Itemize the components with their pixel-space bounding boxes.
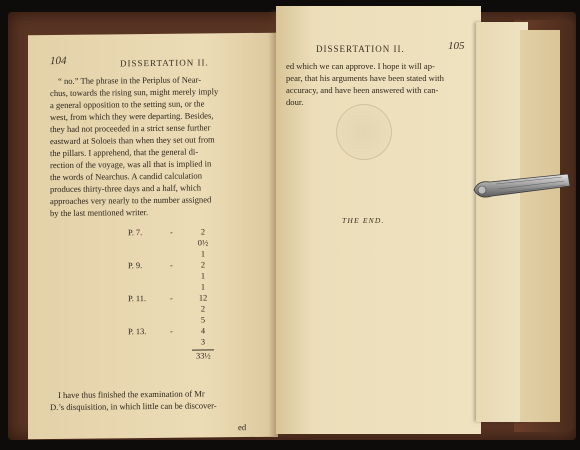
table-value: 12	[198, 293, 208, 303]
table-value: 1	[200, 282, 206, 292]
text-line: I have thus finished the examination of Mr	[58, 388, 205, 400]
table-value: 2	[200, 304, 206, 314]
text-line: dour.	[286, 97, 304, 107]
text-line: accuracy, and have been answered with can-	[286, 85, 439, 95]
blind-stamp	[336, 104, 392, 160]
catchword: ed	[238, 422, 247, 433]
table-page-label: P. 7.	[128, 228, 143, 238]
table-sum-rule	[192, 349, 214, 350]
text-line: eastward at Soloeis than when they set out from	[50, 134, 215, 147]
text-line: by the last mentioned writer.	[50, 207, 149, 219]
table-value: 4	[200, 326, 206, 336]
metal-clip-icon	[472, 172, 572, 202]
table-dash: -	[170, 293, 173, 303]
text-line: rection of the voyage, was all that is implied in	[50, 158, 212, 171]
text-line: approaches very nearly to the number assigned	[50, 194, 212, 207]
text-line: produces thirty-three days and a half, which	[50, 182, 202, 195]
table-value: 5	[200, 315, 206, 325]
text-line: the words of Nearchus. A candid calculation	[50, 170, 203, 183]
text-line: a general opposition to the setting sun, or the	[50, 98, 205, 111]
right-page	[276, 6, 481, 434]
table-page-label: P. 11.	[128, 294, 147, 304]
the-end-text: THE END.	[342, 216, 385, 225]
left-page-number: 104	[50, 54, 67, 68]
text-line: chus, towards the rising sun, might merely imply	[50, 86, 219, 99]
right-page-header: DISSERTATION II.	[316, 44, 405, 54]
flyleaf-back	[520, 30, 560, 422]
table-value: 2	[200, 260, 206, 270]
left-page	[28, 33, 278, 440]
table-value: 2	[200, 227, 206, 237]
table-value: 1	[200, 271, 206, 281]
table-dash: -	[170, 260, 173, 270]
table-value: 1	[200, 249, 206, 259]
text-line: ed which we can approve. I hope it will ap-	[286, 61, 435, 71]
text-line: west, from which they were departing. Besides,	[50, 110, 214, 123]
table-page-label: P. 13.	[128, 327, 147, 337]
right-page-number: 105	[448, 40, 465, 52]
table-dash: -	[170, 326, 173, 336]
text-line: the pillars. I apprehend, that the general di-	[50, 146, 199, 159]
left-page-header: DISSERTATION II.	[120, 57, 209, 69]
table-dash: -	[170, 227, 173, 237]
text-line: “ no.” The phrase in the Periplus of Near-	[58, 74, 202, 86]
table-value: 0½	[197, 238, 209, 248]
text-line: D.’s disquisition, in which little can be discover-	[50, 400, 217, 413]
table-page-label: P. 9.	[128, 261, 143, 271]
table-value: 3	[200, 337, 206, 347]
text-line: pear, that his arguments have been stated with	[286, 73, 444, 83]
table-total: 33½	[196, 351, 211, 361]
text-line: they had not proceeded in a strict sense further	[50, 122, 211, 135]
